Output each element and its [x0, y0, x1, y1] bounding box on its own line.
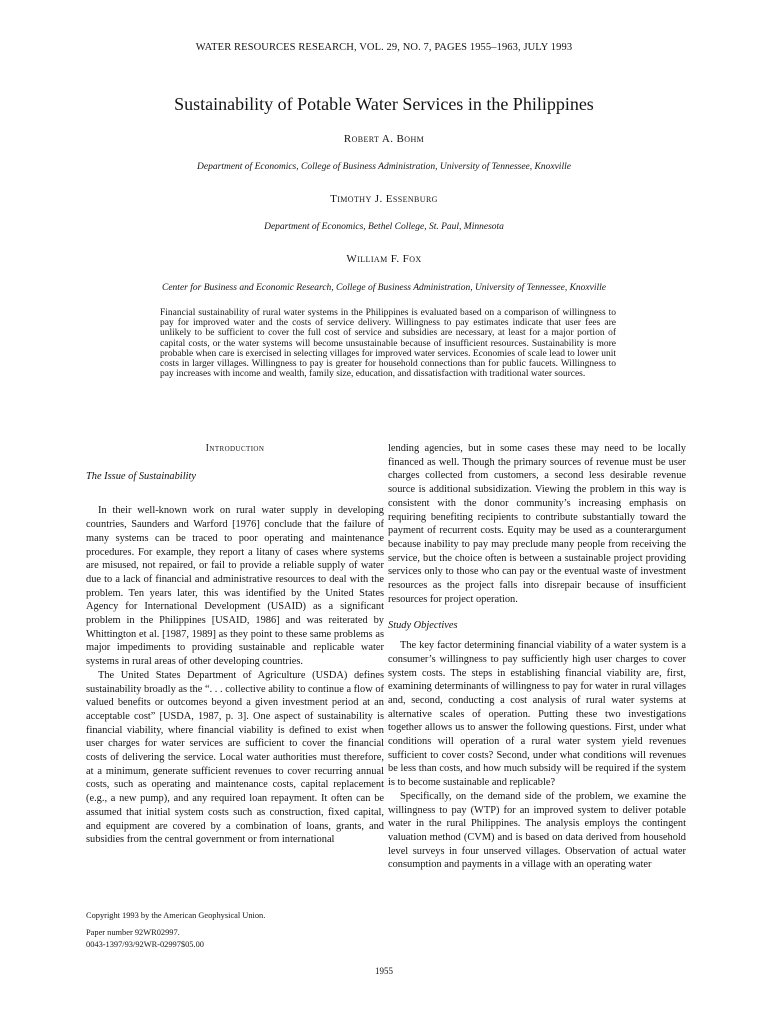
- abstract: Financial sustainability of rural water systems in the Philippines is evaluated based on a comparison of willingness to pay for improved water and the costs of service delivery. Willingness to pay estimates indicate that user fees are unlikely to be sufficient to cover the full cost of service and subsidies are necessary, at least for a major portion of capital costs, or the water systems will become unsustainable because of insufficient resources. Sustainability is more probable when care is exercised in selecting villages for improved water services. Economies of scale lead to lower unit costs in larger villages. Willingness to pay is greater for household connections than for public faucets. Willingness to pay increases with income and wealth, family size, education, and dissatisfaction with traditional water sources.: [160, 308, 616, 380]
- footnote: [86, 910, 384, 952]
- author-name: Timothy J. Essenburg: [330, 193, 438, 205]
- copyright-notice: Copyright 1993 by the American Geophysical Union.: [86, 911, 266, 920]
- subsection-heading: The Issue of Sustainability: [86, 470, 196, 482]
- body-paragraph: The United States Department of Agriculture (USDA) defines sustainability broadly as the “. . . collective ability to continue a flow of valued benefits or outcomes beyond a given investment period at an acceptable cost” [USDA, 1987, p. 3]. One aspect of sustainability is financial viability, where financial viability is defined to exist when user charges for water services are sufficient to cover the financial costs of delivering the service. Local water authorities must therefore, at a minimum, generate sufficient revenues to cover recurring annual costs, such as operating and maintenance costs, capital replacement (e.g., a new pump), and any required loan repayment. It often can be assumed that initial system costs such as construction, fixed capital, and equipment are covered by a combination of loans, grants, and subsidies from the central government or from international: [86, 669, 384, 846]
- page-number: 1955: [375, 966, 393, 976]
- body-paragraph: In their well-known work on rural water supply in developing countries, Saunders and Warford [1976] conclude that the failure of many systems can be traced to poor operating and maintenance procedures. For example, they report a litany of cases where systems are misused, not repaired, or fail to provide a reliable supply of water due to a lack of financial and administrative resources to deal with the problem. Ten years later, this was identified by the United States Agency for International Development (USAID) as a significant problem in the Philippines [USAID, 1986] and was reiterated by Whittington et al. [1987, 1989] as they point to these same problems as major impediments to providing sustainable and replicable water systems in rural areas of other developing countries.: [86, 505, 384, 668]
- running-head: WATER RESOURCES RESEARCH, VOL. 29, NO. 7, PAGES 1955–1963, JULY 1993: [195, 42, 573, 53]
- section-heading: Introduction: [205, 443, 265, 454]
- author-affiliation: Department of Economics, Bethel College, St. Paul, Minnesota: [264, 222, 504, 232]
- left-column: [86, 442, 384, 847]
- body-paragraph: Specifically, on the demand side of the problem, we examine the willingness to pay (WTP) for an improved system to deliver potable water in the rural Philippines. The analysis employs the contingent valuation method (CVM) and is based on data derived from household level surveys in four unserved villages. Observation of actual water consumption and payments in a village with an operating water: [388, 790, 686, 871]
- right-column: [388, 442, 686, 872]
- body-paragraph: lending agencies, but in some cases these may need to be locally financed as well. Though the primary sources of revenue must be user charges collected from customers, a second less desirable revenue source is additional subsidization. Viewing the problem in this way is consistent with the donor community’s increasing emphasis on requiring benefiting recipients to contribute substantially toward the payment of recurrent costs. Equity may be used as a counterargument because inability to pay may preclude many people from receiving the service, but the choice often is between a sustainable project providing services only to those who can pay or the eventual waste of investment resources as the project falls into disrepair because of insufficient resources for project operation.: [388, 443, 686, 605]
- author-name: William F. Fox: [346, 253, 422, 265]
- author-affiliation: Department of Economics, College of Business Administration, University of Tennessee, Knoxville: [197, 162, 571, 172]
- paper-number: Paper number 92WR02997.: [86, 927, 180, 937]
- author-name: Robert A. Bohm: [343, 133, 425, 145]
- subsection-heading: Study Objectives: [388, 620, 458, 632]
- body-paragraph: The key factor determining financial viability of a water system is a consumer’s willingness to pay sufficiently high user charges to cover system costs. The steps in establishing financial viability are, first, examining determinants of willingness to pay for water in rural villages and, second, conducting a cost analysis of rural water systems at alternative scales of operation. Putting these two investigations together allows us to answer the following questions. First, under what conditions will operation of a rural water system yield revenues sufficient to cover costs? Second, under what conditions will revenues be less than costs, and how much subsidy will be required if the system is to become sustainable and replicable?: [388, 640, 686, 789]
- article-title: Sustainability of Potable Water Services in the Philippines: [174, 94, 594, 114]
- issn-code: 0043-1397/93/92WR-02997$05.00: [86, 940, 204, 949]
- author-affiliation: Center for Business and Economic Research, College of Business Administration, University of Tennessee, Knoxville: [162, 283, 606, 293]
